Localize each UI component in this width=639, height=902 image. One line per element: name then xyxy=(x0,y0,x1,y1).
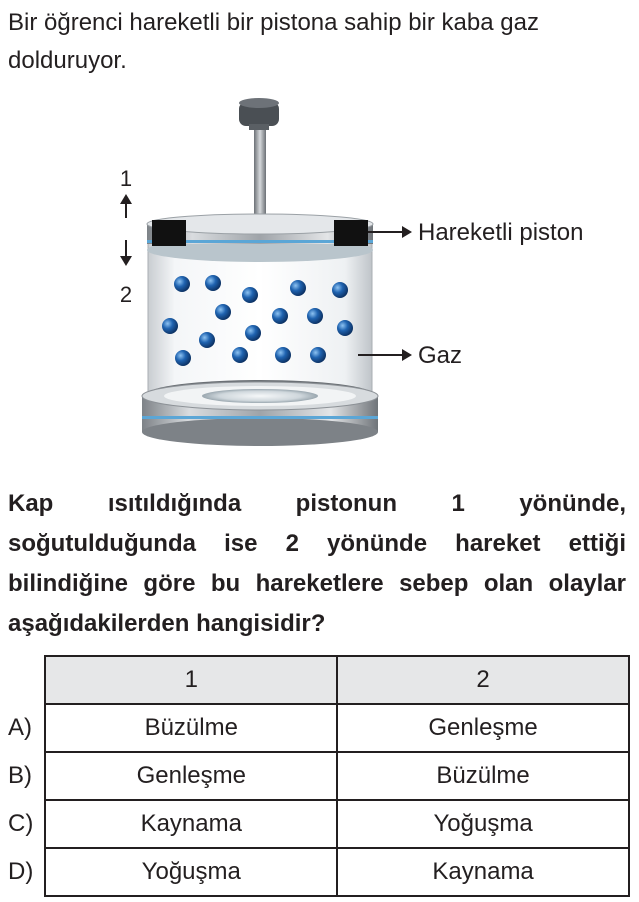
gas-particle xyxy=(290,280,306,296)
answer-table xyxy=(6,655,630,897)
direction-indicator xyxy=(120,166,132,307)
gas-particle xyxy=(307,308,323,324)
gas-particle xyxy=(175,350,191,366)
gas-particle xyxy=(242,287,258,303)
header-spacer xyxy=(6,656,45,704)
intro-text: Bir öğrenci hareketli bir pistona sahip bir kaba gaz dolduruyor. xyxy=(8,9,539,74)
answer-option-c[interactable] xyxy=(6,800,629,848)
option-letter: D) xyxy=(8,858,34,885)
gas-particle xyxy=(162,318,178,334)
question-text: Kap ısıtıldığında pistonun 1 yönünde, soğutulduğunda ise 2 yönünde hareket ettiği bilindiğine göre bu hareketlere sebep olan olaylar aşağıdakilerden hangisidir? xyxy=(8,490,626,637)
option-col-2: Büzülme xyxy=(337,752,629,800)
cylinder-base xyxy=(142,382,378,446)
arrow-right-icon xyxy=(402,226,412,238)
option-col-2: Yoğuşma xyxy=(337,800,629,848)
header-col-2: 2 xyxy=(337,656,629,704)
option-col-1: Büzülme xyxy=(45,704,337,752)
gas-particle xyxy=(174,276,190,292)
gas-particle xyxy=(275,347,291,363)
option-col-2: Kaynama xyxy=(337,848,629,896)
down-arrowhead-icon xyxy=(120,256,132,266)
gas-particle xyxy=(232,347,248,363)
option-col-1: Kaynama xyxy=(45,800,337,848)
answer-table-header xyxy=(6,656,629,704)
gas-particle xyxy=(310,347,326,363)
piston-label: Hareketli piston xyxy=(418,219,584,246)
gas-particle xyxy=(205,275,221,291)
gas-particle xyxy=(272,308,288,324)
gas-callout xyxy=(358,342,462,369)
option-col-1: Yoğuşma xyxy=(45,848,337,896)
gas-particle xyxy=(332,282,348,298)
gas-particle xyxy=(245,325,261,341)
gas-label: Gaz xyxy=(418,342,463,369)
arrow-right-icon xyxy=(402,349,412,361)
option-col-2: Genleşme xyxy=(337,704,629,752)
option-letter: C) xyxy=(8,810,34,837)
gas-particle xyxy=(337,320,353,336)
option-col-1: Genleşme xyxy=(45,752,337,800)
answer-option-a[interactable] xyxy=(6,704,629,752)
answer-option-b[interactable] xyxy=(6,752,629,800)
gas-particle xyxy=(199,332,215,348)
header-col-1: 1 xyxy=(45,656,337,704)
piston-seal-left xyxy=(152,220,186,246)
up-arrowhead-icon xyxy=(120,194,132,204)
gas-particle xyxy=(215,304,231,320)
direction-1-label: 1 xyxy=(119,166,133,191)
piston-container-figure xyxy=(100,90,630,470)
option-letter: B) xyxy=(8,762,32,789)
answer-option-d[interactable] xyxy=(6,848,629,896)
direction-2-label: 2 xyxy=(119,282,133,307)
piston-seal-right xyxy=(334,220,368,246)
piston-callout xyxy=(368,219,583,246)
piston-plate xyxy=(147,214,373,262)
option-letter: A) xyxy=(8,714,32,741)
piston-rod xyxy=(239,98,279,232)
